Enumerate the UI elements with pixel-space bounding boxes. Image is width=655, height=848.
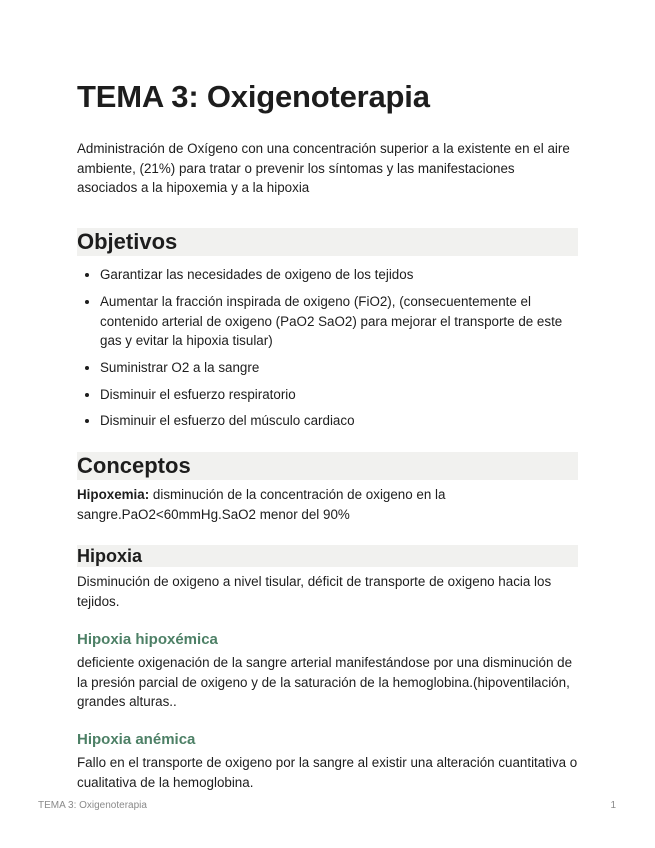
section-heading-conceptos: Conceptos bbox=[77, 452, 578, 480]
hipoxia-hipoxemica-text: deficiente oxigenación de la sangre arterial manifestándose por una disminución de la presión parcial de oxigeno y de la saturación de la hemoglobina.(hipoventilación, grandes alturas.. bbox=[77, 654, 573, 710]
intro-paragraph: Administración de Oxígeno con una concentración superior a la existente en el aire ambiente, (21%) para tratar o prevenir los síntomas y las manifestaciones asociados a la hipoxemia y a la hipoxia bbox=[77, 141, 570, 196]
subheading-hipoxia-hipoxemica: Hipoxia hipoxémica bbox=[77, 630, 218, 648]
list-item: • Suministrar O2 a la sangre bbox=[100, 358, 578, 378]
list-item: • Disminuir el esfuerzo respiratorio bbox=[100, 385, 578, 405]
hipoxemia-term: Hipoxemia: bbox=[77, 487, 150, 503]
footer-page-number: 1 bbox=[610, 800, 616, 811]
footer-title: TEMA 3: Oxigenoterapia bbox=[38, 800, 147, 811]
section-heading-hipoxia: Hipoxia bbox=[77, 545, 578, 567]
hipoxia-text: Disminución de oxigeno a nivel tisular, déficit de transporte de oxigeno hacia los tejidos. bbox=[77, 574, 552, 610]
hipoxemia-text: disminución de la concentración de oxigeno en la sangre.PaO2<60mmHg.SaO2 menor del 90% bbox=[77, 487, 446, 522]
list-item: • Aumentar la fracción inspirada de oxigeno (FiO2), (consecuentemente el contenido arterial de oxigeno (PaO2 SaO2) para mejorar el transporte de este gas y evitar la hipoxia tisular) bbox=[100, 292, 578, 351]
page-title: TEMA 3: Oxigenoterapia bbox=[77, 79, 430, 114]
objetivos-list bbox=[77, 265, 578, 431]
list-item: • Disminuir el esfuerzo del músculo cardiaco bbox=[100, 411, 578, 431]
document-page bbox=[77, 78, 578, 792]
section-heading-objetivos: Objetivos bbox=[77, 228, 578, 256]
hipoxia-anemica-text: Fallo en el transporte de oxigeno por la sangre al existir una alteración cuantitativa o cualitativa de la hemoglobina. bbox=[77, 754, 578, 790]
hipoxemia-definition bbox=[77, 485, 578, 524]
list-item: • Garantizar las necesidades de oxigeno de los tejidos bbox=[100, 265, 578, 285]
subheading-hipoxia-anemica: Hipoxia anémica bbox=[77, 730, 196, 748]
